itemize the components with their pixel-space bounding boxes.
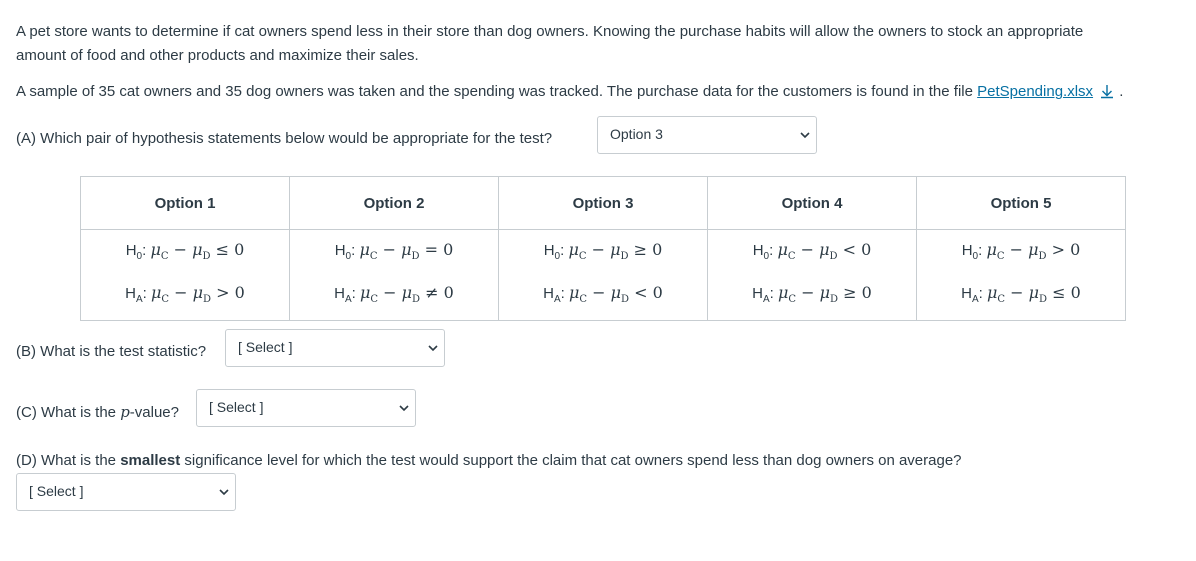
question-a-selected-value: Option 3	[610, 126, 663, 142]
minus-sign: −	[174, 283, 188, 302]
minus-sign: −	[800, 239, 814, 259]
mu-symbol: μ	[819, 283, 831, 302]
mu-symbol: μ	[150, 239, 161, 259]
ha-subscript: A	[344, 294, 352, 305]
h0-letter: H	[961, 241, 973, 259]
download-icon[interactable]	[1099, 83, 1115, 99]
subscript-c: C	[160, 251, 169, 262]
question-c-label	[16, 400, 179, 425]
relation-operator: ≤	[215, 239, 230, 259]
zero-value: 0	[234, 283, 245, 302]
question-b-label: (B) What is the test statistic?	[16, 343, 207, 360]
zero-value: 0	[1070, 283, 1081, 302]
relation-operator: =	[424, 239, 439, 259]
minus-sign: −	[1009, 239, 1023, 259]
h0-subscript: 0	[554, 250, 561, 262]
p-symbol: p	[120, 403, 130, 421]
h0-label: $H_0$:	[752, 241, 778, 262]
h0-subscript: 0	[763, 250, 770, 262]
option-cell	[917, 230, 1126, 321]
minus-sign: −	[383, 283, 397, 302]
subscript-c: C	[787, 251, 796, 262]
subscript-c: C	[369, 251, 378, 262]
hypothesis-h0	[82, 232, 288, 275]
ha-subscript: A	[553, 294, 561, 305]
minus-sign: −	[382, 239, 396, 259]
subscript-c: C	[788, 294, 797, 306]
question-d-emphasis: smallest	[120, 452, 181, 469]
question-d-text-end: significance level for which the test would support the claim that cat owners spend less than dog owners on average?	[180, 452, 962, 469]
subscript-c: C	[578, 251, 587, 262]
question-a-label: (A) Which pair of hypothesis statements below would be appropriate for the test?	[16, 130, 553, 147]
question-b-select[interactable]	[225, 329, 445, 367]
option-header: Option 4	[708, 177, 917, 230]
minus-sign: −	[592, 283, 606, 302]
mu-symbol: μ	[359, 283, 371, 302]
subscript-c: C	[370, 294, 379, 306]
mu-symbol: μ	[986, 239, 997, 259]
ha-letter: H	[961, 285, 972, 302]
ha-label: $H_A$:	[543, 285, 569, 305]
relation-operator: >	[1051, 239, 1066, 259]
relation-operator: >	[216, 283, 230, 302]
h0-letter: H	[334, 241, 346, 259]
ha-letter: H	[334, 285, 345, 302]
subscript-d: D	[203, 294, 212, 306]
subscript-d: D	[620, 251, 629, 262]
subscript-d: D	[621, 294, 630, 306]
hypothesis-ha	[291, 275, 497, 318]
subscript-d: D	[412, 294, 421, 306]
ha-subscript: A	[762, 294, 770, 305]
hypothesis-ha	[918, 275, 1124, 318]
option-header: Option 2	[290, 177, 499, 230]
option-header: Option 5	[917, 177, 1126, 230]
h0-label: $H_0$:	[334, 241, 360, 262]
relation-operator: ≥	[633, 239, 648, 259]
option-header: Option 3	[499, 177, 708, 230]
hypothesis-h0	[918, 232, 1124, 275]
subscript-c: C	[579, 294, 588, 306]
question-d-selected-value: [ Select ]	[29, 483, 84, 499]
option-header: Option 1	[81, 177, 290, 230]
zero-value: 0	[652, 239, 663, 259]
mu-symbol: μ	[568, 283, 580, 302]
hypothesis-h0	[291, 232, 497, 275]
mu-symbol: μ	[986, 283, 998, 302]
mu-symbol: μ	[1028, 283, 1040, 302]
zero-value: 0	[234, 239, 245, 259]
h0-letter: H	[543, 241, 555, 259]
question-d-text: (D) What is the	[16, 452, 121, 469]
question-b-selected-value: [ Select ]	[238, 339, 293, 355]
mu-symbol: μ	[359, 239, 370, 259]
mu-symbol: μ	[568, 239, 579, 259]
h0-label: $H_0$:	[543, 241, 569, 262]
subscript-d: D	[829, 251, 838, 262]
h0-subscript: 0	[136, 250, 143, 262]
ha-subscript: A	[971, 294, 979, 305]
option-cell	[290, 230, 499, 321]
zero-value: 0	[861, 283, 872, 302]
relation-operator: ≥	[843, 283, 857, 302]
ha-letter: H	[125, 285, 136, 302]
minus-sign: −	[801, 283, 815, 302]
zero-value: 0	[443, 283, 454, 302]
zero-value: 0	[652, 283, 663, 302]
zero-value: 0	[1070, 239, 1081, 259]
question-a-select[interactable]	[597, 116, 817, 154]
chevron-down-icon	[399, 403, 409, 413]
subscript-d: D	[830, 294, 839, 306]
hypothesis-options-table	[80, 176, 1126, 321]
relation-operator: <	[634, 283, 648, 302]
option-cell	[81, 230, 290, 321]
h0-subscript: 0	[972, 250, 979, 262]
relation-operator: ≤	[1052, 283, 1066, 302]
relation-operator: ≠	[425, 283, 439, 302]
subscript-d: D	[1039, 294, 1048, 306]
mu-symbol: μ	[192, 239, 203, 259]
minus-sign: −	[1010, 283, 1024, 302]
mu-symbol: μ	[610, 239, 621, 259]
h0-letter: H	[752, 241, 764, 259]
h0-label: $H_0$:	[125, 241, 151, 262]
subscript-c: C	[996, 251, 1005, 262]
zero-value: 0	[861, 239, 872, 259]
question-c-text-end: -value?	[129, 404, 179, 421]
mu-symbol: μ	[610, 283, 622, 302]
ha-letter: H	[752, 285, 763, 302]
ha-letter: H	[543, 285, 554, 302]
question-d-select[interactable]	[16, 473, 236, 511]
subscript-d: D	[1038, 251, 1047, 262]
mu-symbol: μ	[777, 239, 788, 259]
mu-symbol: μ	[819, 239, 830, 259]
mu-symbol: μ	[192, 283, 204, 302]
chevron-down-icon	[219, 487, 229, 497]
relation-operator: <	[842, 239, 857, 259]
subscript-d: D	[202, 251, 211, 262]
ha-label: $H_A$:	[334, 285, 360, 305]
options-hypothesis-row	[81, 230, 1126, 321]
h0-subscript: 0	[345, 250, 352, 262]
question-d-label	[16, 449, 962, 473]
mu-symbol: μ	[401, 283, 413, 302]
hypothesis-ha	[500, 275, 706, 318]
zero-value: 0	[443, 239, 454, 259]
subscript-d: D	[411, 251, 420, 262]
h0-label: $H_0$:	[961, 241, 987, 262]
intro-line-1: A pet store wants to determine if cat owners spend less in their store than dog owners. Knowing the purchase habits will allow the owners to stock an appropriate	[16, 23, 1084, 40]
mu-symbol: μ	[777, 283, 789, 302]
ha-label: $H_A$:	[961, 285, 987, 305]
hypothesis-ha	[82, 275, 288, 318]
ha-label: $H_A$:	[125, 285, 151, 305]
mu-symbol: μ	[150, 283, 162, 302]
options-header-row	[81, 177, 1126, 230]
ha-label: $H_A$:	[752, 285, 778, 305]
subscript-c: C	[161, 294, 170, 306]
chevron-down-icon	[428, 343, 438, 353]
file-link[interactable]: PetSpending.xlsx	[977, 83, 1094, 100]
option-cell	[708, 230, 917, 321]
hypothesis-h0	[709, 232, 915, 275]
sample-paragraph	[16, 80, 1123, 104]
subscript-c: C	[997, 294, 1006, 306]
question-c-select[interactable]	[196, 389, 416, 427]
hypothesis-ha	[709, 275, 915, 318]
ha-subscript: A	[135, 294, 143, 305]
h0-letter: H	[125, 241, 137, 259]
intro-line-2: amount of food and other products and maximize their sales.	[16, 47, 419, 64]
sample-text: A sample of 35 cat owners and 35 dog owners was taken and the spending was tracked. The purchase data for the customers is found in the file	[16, 83, 978, 100]
minus-sign: −	[173, 239, 187, 259]
hypothesis-h0	[500, 232, 706, 275]
sample-text-end: .	[1115, 83, 1124, 100]
option-cell	[499, 230, 708, 321]
mu-symbol: μ	[1028, 239, 1039, 259]
minus-sign: −	[591, 239, 605, 259]
mu-symbol: μ	[401, 239, 412, 259]
chevron-down-icon	[800, 130, 810, 140]
question-c-text: (C) What is the	[16, 404, 121, 421]
question-c-selected-value: [ Select ]	[209, 399, 264, 415]
